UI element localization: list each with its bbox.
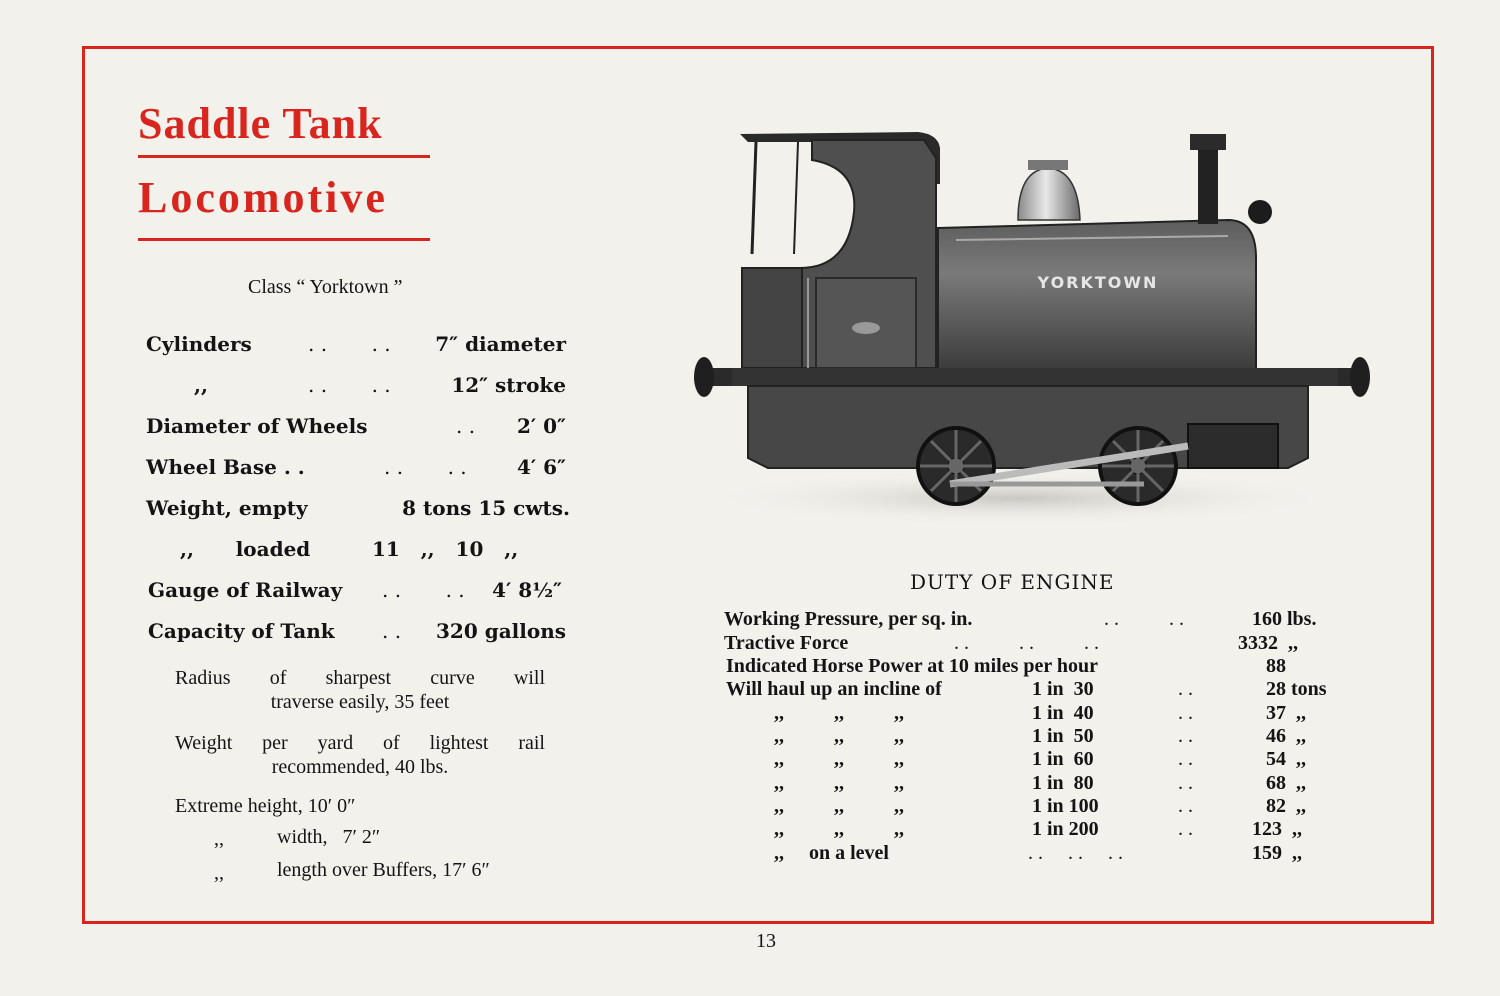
ditto-mark: ,, (214, 862, 224, 884)
duty-dots: . . (1178, 678, 1193, 700)
duty-row (724, 608, 1354, 631)
duty-row (724, 725, 1354, 748)
note-line: recommended, 40 lbs. (271, 756, 449, 778)
spec-row (146, 332, 566, 362)
duty-value: 37 ,, (1266, 702, 1306, 724)
extreme-length: length over Buffers, 17′ 6″ (277, 859, 490, 881)
duty-dots: . . (1178, 702, 1193, 724)
note-line: traverse easily, 35 feet (270, 691, 450, 713)
duty-incline: 1 in 80 (1032, 772, 1094, 794)
duty-label: Will haul up an incline of (726, 678, 942, 700)
duty-label: Tractive Force (724, 632, 849, 654)
duty-value: 54 ,, (1266, 748, 1306, 770)
spec-dots: . . . . (308, 373, 391, 397)
duty-dots: . . (1178, 748, 1193, 770)
spec-value: 8 tons 15 cwts. (402, 496, 570, 520)
locomotive-image (688, 128, 1372, 528)
spec-label: Wheel Base . . (146, 455, 305, 479)
duty-dots: . . (1178, 725, 1193, 747)
duty-incline: 1 in 200 (1032, 818, 1099, 840)
duty-dots: . . (1178, 772, 1193, 794)
duty-dots: . . (1178, 818, 1193, 840)
duty-value: 160 lbs. (1252, 608, 1317, 630)
duty-label: Working Pressure, per sq. in. (724, 608, 973, 630)
duty-row (724, 655, 1354, 678)
duty-value: 3332 ,, (1238, 632, 1298, 654)
duty-value: 82 ,, (1266, 795, 1306, 817)
duty-heading: DUTY OF ENGINE (910, 570, 1115, 594)
spec-label: Weight, empty (146, 496, 308, 520)
duty-ditto: ,, ,, ,, (774, 818, 904, 840)
spec-dots: . . (456, 414, 476, 438)
duty-dots: . . . . (1104, 608, 1184, 630)
spec-row (146, 373, 566, 403)
spec-value: 4′ 6″ (516, 455, 566, 479)
spec-label: Capacity of Tank (148, 619, 335, 643)
title-line-2: Locomotive (138, 173, 388, 222)
title-underline-1 (138, 155, 430, 158)
duty-value: 159 ,, (1252, 842, 1302, 864)
duty-row (724, 678, 1354, 701)
duty-ditto: ,, ,, ,, (774, 702, 904, 724)
extreme-height: Extreme height, 10′ 0″ (175, 795, 356, 817)
spec-row (146, 619, 566, 649)
spec-value: 12″ stroke (451, 373, 566, 397)
note-line: Radius of sharpest curve will (175, 667, 545, 689)
spec-label: Gauge of Railway (148, 578, 343, 602)
locomotive-nameplate: YORKTOWN (1037, 273, 1159, 292)
duty-dots: . . (1178, 795, 1193, 817)
duty-ditto: ,, on a level (774, 842, 889, 864)
duty-row (724, 818, 1354, 841)
duty-row (724, 795, 1354, 818)
spec-value: 2′ 0″ (516, 414, 566, 438)
spec-dots: . . . . (308, 332, 391, 356)
duty-ditto: ,, ,, ,, (774, 772, 904, 794)
duty-label: Indicated Horse Power at 10 miles per hour (726, 655, 1099, 677)
spec-value: 4′ 8½″ (492, 578, 562, 602)
title-line-1: Saddle Tank (138, 99, 383, 148)
duty-incline: 1 in 40 (1032, 702, 1094, 724)
duty-value: 28 tons (1266, 678, 1327, 700)
spec-label: Cylinders (146, 332, 252, 356)
spec-value: 11 ,, 10 ,, (372, 537, 519, 561)
spec-value: 7″ diameter (435, 332, 566, 356)
class-label: Class “ Yorktown ” (248, 276, 403, 298)
spec-row (146, 537, 566, 567)
spec-row (146, 414, 566, 444)
duty-ditto: ,, ,, ,, (774, 725, 904, 747)
duty-ditto: ,, ,, ,, (774, 795, 904, 817)
spec-dots: . . (382, 619, 402, 643)
duty-row (724, 702, 1354, 725)
spec-label: Diameter of Wheels (146, 414, 368, 438)
extreme-width: width, 7′ 2″ (277, 826, 381, 848)
spec-value: 320 gallons (436, 619, 566, 643)
note-rail (175, 731, 545, 779)
page-number: 13 (756, 930, 776, 952)
ditto-mark: ,, (214, 828, 224, 850)
duty-incline: 1 in 50 (1032, 725, 1094, 747)
duty-incline: 1 in 100 (1032, 795, 1099, 817)
note-line: Weight per yard of lightest rail (175, 732, 545, 754)
duty-value: 68 ,, (1266, 772, 1306, 794)
duty-dots: . . . . . . (1028, 842, 1123, 864)
duty-row (724, 772, 1354, 795)
note-curve (175, 666, 545, 714)
spec-label: ,, loaded (180, 537, 311, 561)
title-underline-2 (138, 238, 430, 241)
spec-row (146, 496, 570, 526)
duty-ditto: ,, ,, ,, (774, 748, 904, 770)
duty-value: 88 (1266, 655, 1286, 677)
duty-row (724, 748, 1354, 771)
duty-row (724, 842, 1354, 865)
duty-dots: . . . . . . (954, 632, 1099, 654)
duty-incline: 1 in 60 (1032, 748, 1094, 770)
spec-dots: . . . . (382, 578, 465, 602)
spec-label: ,, (194, 373, 208, 397)
spec-row (146, 455, 566, 485)
duty-value: 123 ,, (1252, 818, 1302, 840)
duty-incline: 1 in 30 (1032, 678, 1094, 700)
spec-dots: . . . . (384, 455, 467, 479)
duty-row (724, 632, 1354, 655)
duty-value: 46 ,, (1266, 725, 1306, 747)
spec-row (146, 578, 566, 608)
